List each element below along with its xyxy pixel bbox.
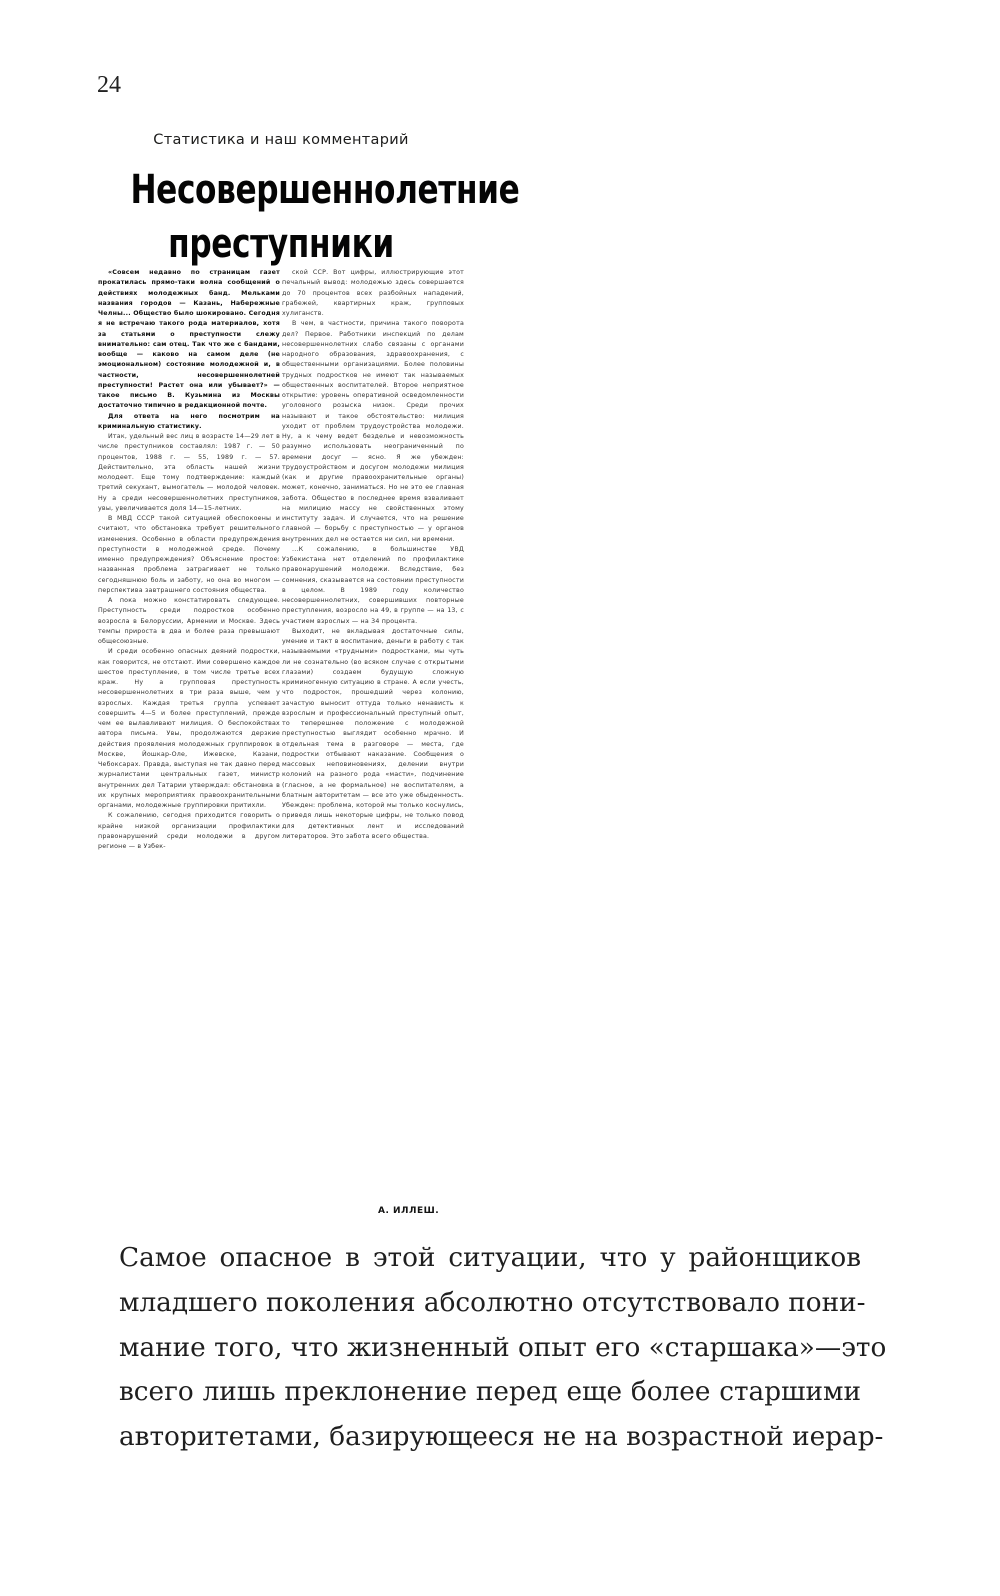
clipping-paragraph: ...К сожалению, в большинстве УВД Узбекистана нет отделений по профилактике правонарушений молодежи. Вследствие, без сомнения, сказывается на состоянии преступности в целом. В 1989 году количество несовершеннолетних, совершивших повторные преступления, возросло на 49, в группе — на 13, с участием взрослых — на 34 процента. xyxy=(282,545,464,625)
clipping-paragraph: И среди особенно опасных деяний подростки, как говорится, не отстают. Ими совершено каждое шестое преступление, в том числе третье всех краж. Ну а групповая преступность несовершеннолетних в три раза выше, чем у взрослых. Каждая третья группа успевает совершить 4—5 и более преступлений, прежде чем ее вылавливают милиция. О беспокойствах автора письма. Увы, продолжаются дерзкие действия проявления молодежных группировок в Москве, Йошкар-Оле, Ижевске, Казани, Чебоксарах. Правда, выступая не так давно перед журналистами центральных газет, министр внутренних дел Татарии утверждал: обстановка в их крупных мероприятиях правоохранительными органами, молодежные группировки притихли. xyxy=(98,648,280,809)
newspaper-clipping xyxy=(88,118,520,1230)
body-line: мание того, что жизненный опыт его «старшака»—это xyxy=(119,1332,887,1363)
clipping-paragraph: ской ССР. Вот цифры, иллюстрирующие этот печальный вывод: молодежью здесь совершается до 70 процентов всех разбойных нападений, грабежей, квартирных краж, групповых хулиганств. xyxy=(282,269,464,317)
page-number: 24 xyxy=(97,72,121,98)
clipping-right-column xyxy=(282,268,464,1196)
clipping-paragraph: «Совсем недавно по страницам газет прокатилась прямо-таки волна сообщений о действиях молодежных банд. Мельками названия городов — Казань, Набережные Челны... Общество было шокировано. Сегодня я не встречаю такого рода материалов, хотя за статьями о преступности слежу внимательно: сам отец. Так что же с бандами, вообще — каково на самом деле (не эмоциональном) состояние молодежной и, в частности, несовершеннолетней преступности! Растет она или убывает?» — такое письмо В. Кузьмина из Москвы достаточно типично в редакционной почте. xyxy=(98,269,280,410)
body-line: Самое опасное в этой ситуации, что у районщиков xyxy=(119,1243,861,1273)
body-text xyxy=(119,1236,887,1460)
clipping-paragraph: А пока можно констатировать следующее. Преступность среди подростков особенно возросла в Белоруссии, Армении и Москве. Здесь темпы прироста в два и более раза превышают общесоюзные. xyxy=(98,597,280,645)
body-line: авторитетами, базирующееся не на возрастной иерар- xyxy=(119,1422,884,1453)
clipping-paragraph: Выходит, не вкладывая достаточные силы, умение и такт в воспитание, деньги в работу с так называемыми «трудными» подростками, мы чуть ли не сознательно (во всяком случае с открытыми глазами) создаем будущую сложную криминогенную ситуацию в стране. А если учесть, что подросток, прошедший через колонию, зачастую выносит оттуда только ненависть к взрослым и профессиональный преступный опыт, то теперешнее положение с молодежной преступностью выглядит особенно мрачно. И отдельная тема в разговоре — места, где подростки отбывают наказание. Сообщения о массовых неповиновениях, делении внутри колоний на разного рода «масти», подчинение (гласное, а не формальное) не воспитателям, а блатным авторитетам — все это уже обыденность. Убежден: проблема, которой мы только коснулись, приведя лишь некоторые цифры, не только повод для детективных лент и исследований литераторов. Это забота всего общества. xyxy=(282,627,464,840)
clipping-paragraph: К сожалению, сегодня приходится говорить о крайне низкой организации профилактики правонарушений среди молодежи в другом регионе — в Узбек- xyxy=(98,812,280,850)
clipping-paragraph: В МВД СССР такой ситуацией обеспокоены и считают, что обстановка требует решительного изменения. Особенно в области предупреждения преступности в молодежной среде. Почему именно предупреждения? Объяснение простое: названная проблема затрагивает не только сегодняшнюю боль и заботу, но она во многом — перспектива завтрашнего состояния общества. xyxy=(98,515,280,594)
clipping-rubric: Статистика и наш комментарий xyxy=(153,132,409,148)
clipping-headline-line1: Несовершеннолетние xyxy=(130,167,520,213)
clipping-left-column xyxy=(98,268,280,1218)
clipping-signature: А. ИЛЛЕШ. xyxy=(378,1206,440,1216)
clipping-headline-line2: преступники xyxy=(168,221,394,267)
body-line: младшего поколения абсолютно отсутствовало пони- xyxy=(119,1287,866,1318)
clipping-paragraph: Для ответа на него посмотрим на криминальную статистику. xyxy=(98,412,280,430)
body-line: всего лишь преклонение перед еще более старшими xyxy=(119,1377,861,1408)
clipping-paragraph: Итак, удельный вес лиц в возрасте 14—29 лет в числе преступников составлял: 1987 г. — 50 процентов, 1988 г. — 55, 1989 г. — 57. Действительно, эта область нашей жизни молодеет. Еще тому подтверждение: каждый третий секухант, вымогатель — молодой человек. Ну а среди несовершеннолетних преступников, увы, увеличивается доля 14—15-летних. xyxy=(98,433,280,512)
clipping-paragraph: В чем, в частности, причина такого поворота дел? Первое. Работники инспекций по делам несовершеннолетних слабо связаны с органами народного образования, здравоохранения, с общественными организациями. Более половины трудных подростков не имеют так называемых общественных воспитателей. Второе неприятное открытие: уровень оперативной осведомленности уголовного розыска низок. Среди прочих называют и такое обстоятельство: милиция уходит от проблем трудоустройства молодежи. Ну, а к чему ведет безделье и невозможность разумно использовать неограниченный по времени досуг — ясно. Я же убежден: трудоустройством и досугом молодежи милиция (как и другие правоохранительные органы) может, конечно, заниматься. Но не это ее главная забота. Общество в последнее время взваливает на милицию массу не свойственных этому институту задач. И случается, что на решение главной — борьбу с преступностью — у органов внутренних дел не остается ни сил, ни времени. xyxy=(282,320,464,543)
